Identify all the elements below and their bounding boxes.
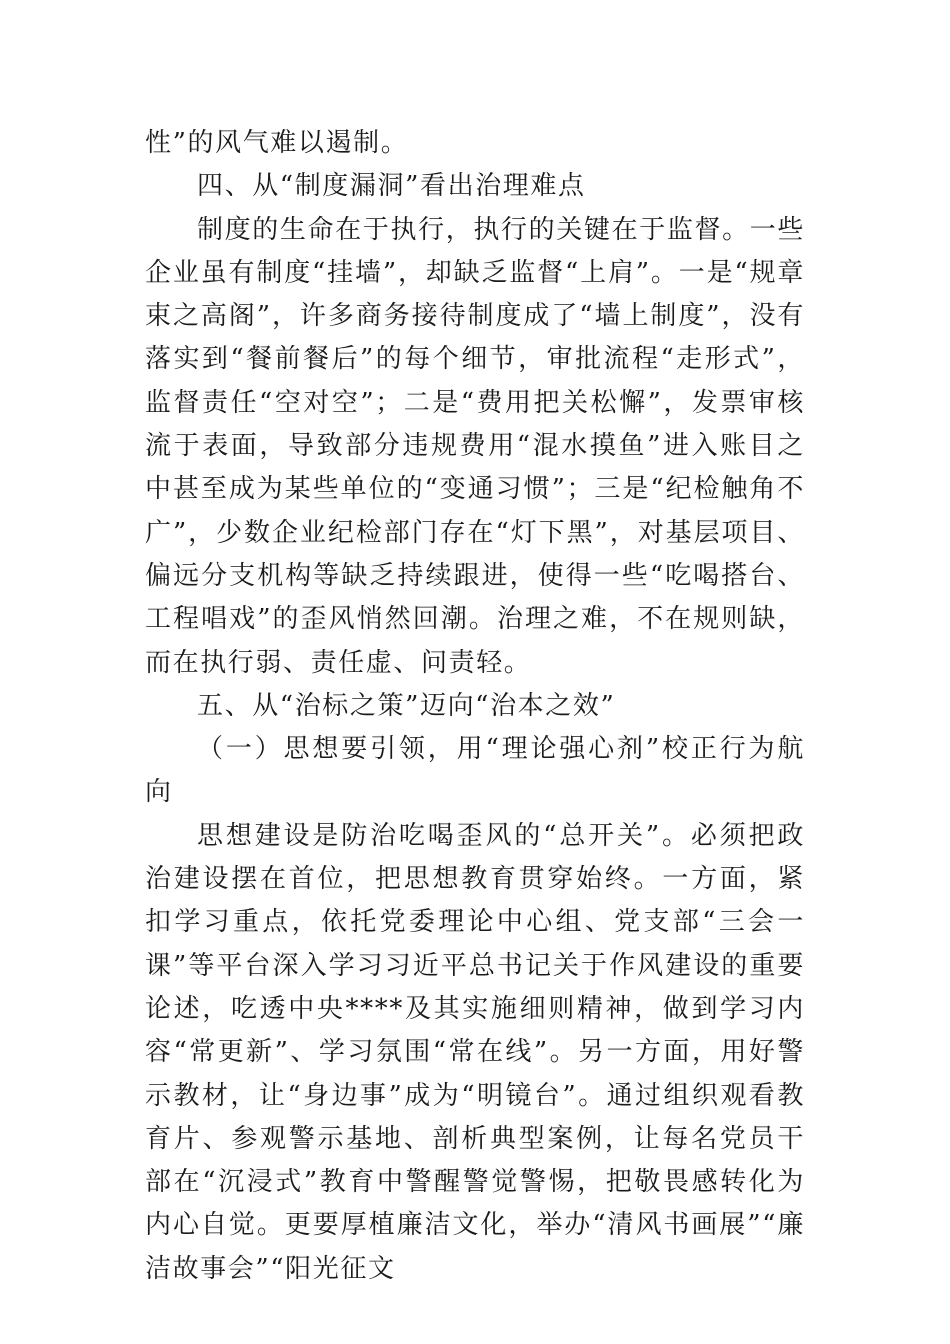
- document-body: [145, 122, 805, 1291]
- paragraph-continuation: 性”的风气难以遏制。: [145, 128, 409, 158]
- subsection-heading-1: （一）思想要引领，用“理论强心剂”校正行为航向: [145, 734, 805, 808]
- paragraph-ideological-building: 思想建设是防治吃喝歪风的“总开关”。必须把政治建设摆在首位，把思想教育贯穿始终。一方面，紧扣学习重点，依托党委理论中心组、党支部“三会一课”等平台深入学习习近平总书记关于作风建设的重要论述，吃透中央****及其实施细则精神，做到学习内容“常更新”、学习氛围“常在线”。另一方面，用好警示教材，让“身边事”成为“明镜台”。通过组织观看教育片、参观警示基地、剖析典型案例，让每名党员干部在“沉浸式”教育中警醒警觉警惕，把敬畏感转化为内心自觉。更要厚植廉洁文化，举办“清风书画展”“廉洁故事会”“阳光征文: [145, 820, 805, 1284]
- section-heading-4: 四、从“制度漏洞”看出治理难点: [197, 171, 586, 202]
- section-heading-5: 五、从“治标之策”迈向“治本之效”: [197, 690, 616, 721]
- paragraph-system-loopholes: 制度的生命在于执行，执行的关键在于监督。一些企业虽有制度“挂墙”，却缺乏监督“上肩”。一是“规章束之高阁”，许多商务接待制度成了“墙上制度”，没有落实到“餐前餐后”的每个细节，审批流程“走形式”，监督责任“空对空”；二是“费用把关松懈”，发票审核流于表面，导致部分违规费用“混水摸鱼”进入账目之中甚至成为某些单位的“变通习惯”；三是“纪检触角不广”，少数企业纪检部门存在“灯下黑”，对基层项目、偏远分支机构等缺乏持续跟进，使得一些“吃喝搭台、工程唱戏”的歪风悄然回潮。治理之难，不在规则缺，而在执行弱、责任虚、问责轻。: [145, 214, 805, 678]
